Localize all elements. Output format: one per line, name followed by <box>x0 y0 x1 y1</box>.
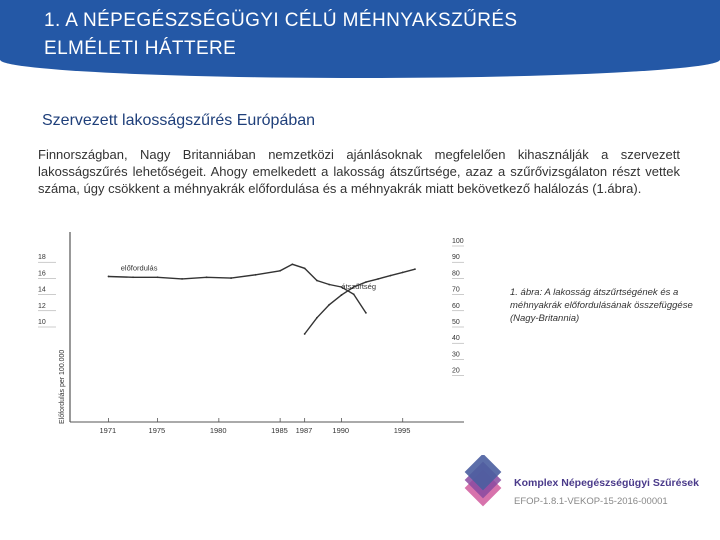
series-point-0 <box>316 280 318 282</box>
x-tick-label: 1990 <box>332 426 350 435</box>
x-tick-label: 1971 <box>99 426 117 435</box>
body-paragraph: Finnországban, Nagy Britanniában nemzetközi ajánlásoknak megfelelően kihasználják a szervezett lakosságszűrés lehetőségeit. Ahogy emelkedett a lakosság átszűrtsége, azaz a szűrővizsgálaton részt vettek száma, úgy csökkent a méhnyakrák előfordulása és a méhnyakrák miatt bekövetkező halálozás (1.ábra). <box>38 147 680 196</box>
series-point-0 <box>328 284 330 286</box>
y2-tick-label: 40 <box>452 335 460 343</box>
y2-tick-label: 30 <box>452 351 460 359</box>
series-point-0 <box>255 274 257 276</box>
y-tick-label: 16 <box>38 270 46 278</box>
x-tick-label: 1985 <box>271 426 288 435</box>
y-tick-label: 14 <box>38 286 46 294</box>
series-point-0 <box>365 312 367 314</box>
program-logo-icon <box>456 455 512 525</box>
series-point-1 <box>304 333 306 335</box>
series-point-1 <box>328 304 330 306</box>
x-tick-label: 1975 <box>148 426 166 435</box>
x-tick-label: 1995 <box>393 426 411 435</box>
y-axis-label: Előfordulás per 100.000 <box>59 349 66 424</box>
figure-caption: 1. ábra: A lakosság átszűrtségének és a méhnyakrák előfordulásának összefüggése (Nagy-Britannia) <box>510 287 693 324</box>
series-point-1 <box>377 278 379 280</box>
brand-code: EFOP-1.8.1-VEKOP-15-2016-00001 <box>514 496 668 507</box>
y-tick-label: 10 <box>38 319 46 326</box>
brand-name: Komplex Népegészségügyi Szűrések <box>514 477 699 489</box>
page-title-line-1: 1. A NÉPEGÉSZSÉGÜGYI CÉLÚ MÉHNYAKSZŰRÉS <box>44 10 518 31</box>
series-label-0: előfordulás <box>120 263 158 273</box>
y-tick-label: 18 <box>38 254 46 262</box>
y2-tick-label: 50 <box>452 319 460 326</box>
series-point-0 <box>230 277 232 279</box>
y2-tick-label: 100 <box>452 238 464 245</box>
y2-tick-label: 20 <box>452 367 460 375</box>
series-point-0 <box>132 276 134 278</box>
series-label-1: átszűrtség <box>341 282 377 292</box>
series-point-1 <box>341 294 343 296</box>
series-point-0 <box>157 276 159 278</box>
series-point-1 <box>414 268 416 270</box>
series-point-0 <box>291 263 293 265</box>
section-subtitle: Szervezett lakosságszűrés Európában <box>42 112 316 129</box>
screening-incidence-chart <box>34 232 474 437</box>
title-banner <box>0 0 720 78</box>
series-line-1 <box>305 269 415 334</box>
page-title-line-2: ELMÉLETI HÁTTERE <box>44 38 237 59</box>
x-tick-label: 1980 <box>209 426 227 435</box>
y2-tick-label: 90 <box>452 254 460 262</box>
series-point-0 <box>181 278 183 280</box>
series-point-0 <box>304 267 306 269</box>
series-point-0 <box>353 293 355 295</box>
y2-tick-label: 70 <box>452 286 460 294</box>
series-point-0 <box>206 276 208 278</box>
y2-tick-label: 80 <box>452 270 460 278</box>
series-point-0 <box>279 270 281 272</box>
series-point-1 <box>390 275 392 277</box>
y2-tick-label: 60 <box>452 302 460 310</box>
series-point-0 <box>108 276 110 278</box>
y-tick-label: 12 <box>38 302 46 310</box>
x-tick-label: 1987 <box>295 426 313 435</box>
series-point-1 <box>316 317 318 319</box>
series-point-1 <box>402 272 404 274</box>
